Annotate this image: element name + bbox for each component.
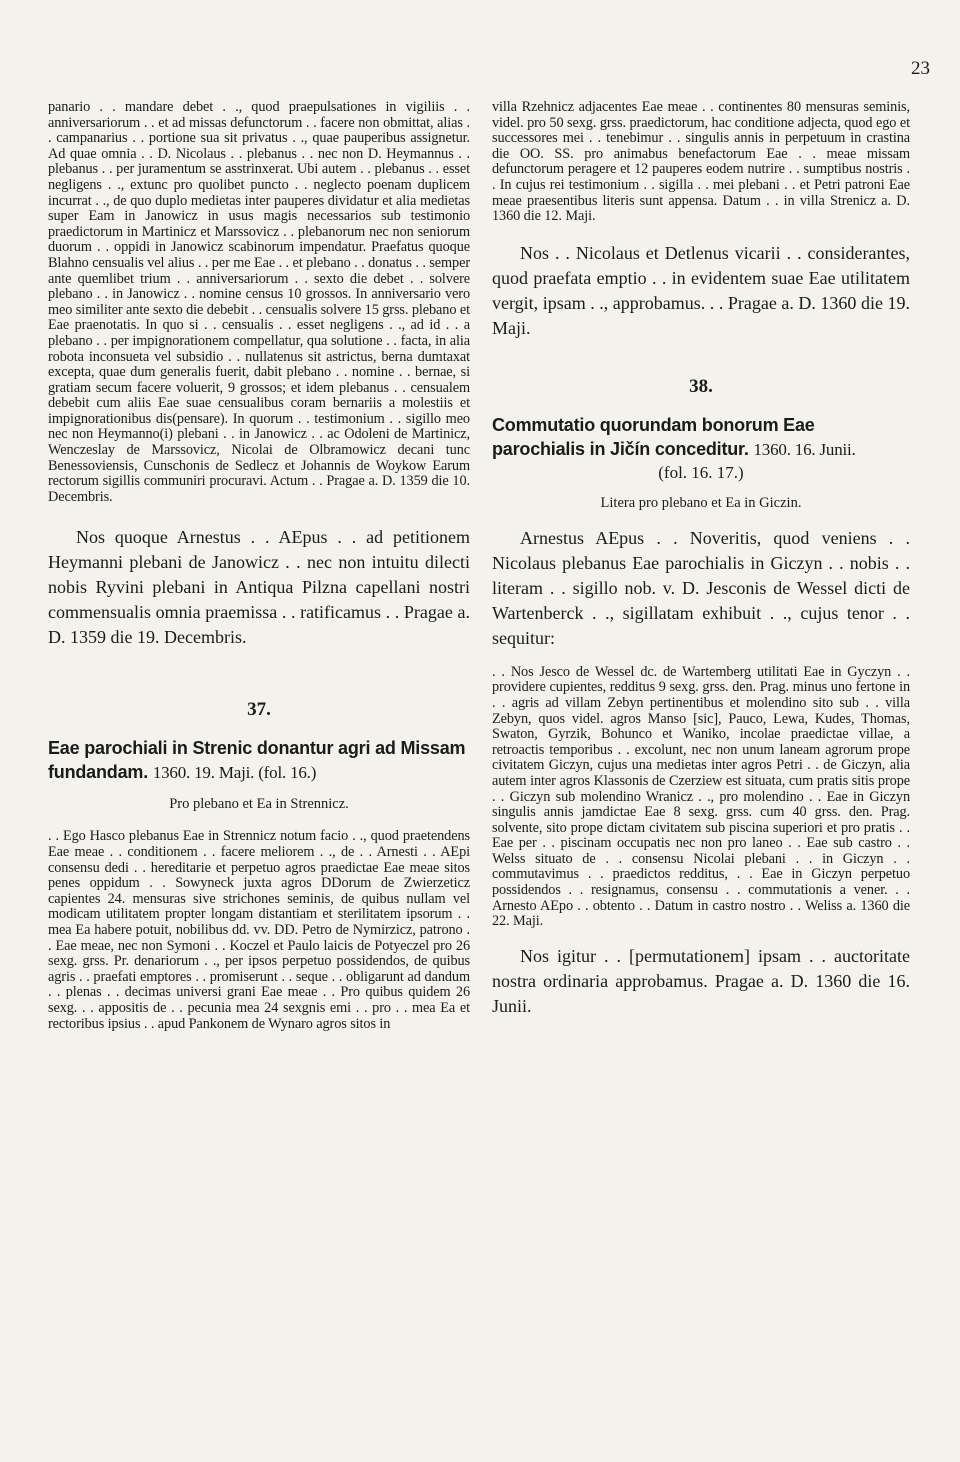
document-body-37: . . Ego Hasco plebanus Eae in Strennicz notum facio . ., quod praetendens Eae meae . . conditionem . . facere meliorem . ., de . . Arnesti . . AEpi consensu dedi . . hereditarie et perpetuo agros praedictae Eae meae sitos penes oppidum . . Sowyneck juxta agros DDorum de Zwierzeticz capientes 24. mensuras sive strichones seminis, de quibus nullam vel modicam utilitatem propter longam distantiam et sterilitatem ipsorum . . mea Ea habere potuit, nobilibus dd. vv. DD. Petro de Nymirzicz, patrono . . Eae meae, nec non Symoni . . Koczel et Paulo laicis de Potyeczel pro 26 sexg. grss. Pr. denariorum . ., per ipsos perpetuo possidendos, de quibus agris . . praefati emptores . . promiserunt . . seque . . obligarunt ad dandum . . plenas . . decimas universi grani Eae meae . . Pro quibus quidem 26 sexg. . . appositis de . . pecunia mea 24 sexgnis emi . . pro . . mea Ea et rectoribus ipsius . . apud Pankonem de Wynaro agros sitos in: [48, 828, 470, 1032]
left-text-continuation: panario . . mandare debet . ., quod praepulsationes in vigiliis . . anniversariorum . . et ad missas defunctorum . . facere non obmittat, alias . . campanarius . . portione sua sit privatus . ., quae pauperibus assignetur. Ad quae omnia . . D. Nicolaus . . plebanus . . nec non D. Heymannus . . plebanus . . per juramentum se asstrinxerat. Ubi autem . . plebanus . . esset negligens . ., extunc pro quolibet puncto . . neglecto poenam duplicem incurrat . ., de quo duplo medietas inter pauperes dividatur et alia medietas super Eam in Janowicz in usus magis necessarios sub testimonio praedictorum in Martinicz et Marssovicz . . plebanorum nec non seniorum duorum . . oppidi in Janowicz scabinorum impendatur. Praefatus quoque Blahno censualis vel alius . . per me Eae . . et plebano . . donatus . . semper ante quemlibet trium . . anniversariorum . . sexto die debet . . solvere plebano . . in Janowicz . . nomine census 10 grossos. In anniversario vero meo similiter ante sexto die debebit . . censualis solvere 15 grss. plebano et Eae praenotatis. In quo si . . censualis . . esset negligens . ., ad id . . a plebano . . per impignorationem compellatur, qua solutione . . facta, in alia robota inconsueta vel subsidio . . nullatenus sit astrictus, berna dumtaxat excepta, quae dum generalis fuerit, dabit plebano . . nomine . . bernae, si gratiam secum facere voluerit, 9 grossos; et idem plebanus . . censualem debebit cum aliis Eae suae censualibus coram bernariis a molestiis et impignorationibus dis(pensare). In quorum . . testimonium . . sigillo meo nec non Heymanno(i) plebani . . in Janowicz . . ac Odoleni de Martinicz, Wenczeslay de Marssovicz, Nicolai de Olbramowicz decani tunc Benessoviensis, Cunschonis de Sedlecz et Johannis de Woykow Earum rectorum sigillis communiri procuravi. Actum . . Pragae a. D. 1359 die 10. Decembris.: [48, 99, 470, 505]
document-heading-37: [48, 736, 470, 785]
right-text-continuation: villa Rzehnicz adjacentes Eae meae . . continentes 80 mensuras seminis, videl. pro 50 sexg. grss. praedictorum, hac conditione adjecta, quod ego et successores mei . . tenebimur . . singulis annis in perpetuum in crastina die OO. SS. pro animabus benefactorum Eae . . meae missam defunctorum peragere et 12 pauperes eodem nutrire . . sumptibus nostris . . In cujus rei testimonium . . sigilla . . mei plebani . . et Petri patroni Eae meae praesentibus literis sunt appensa. Datum . . in villa Strenicz a. D. 1360 die 12. Maji.: [492, 99, 910, 225]
right-approval-paragraph: Nos . . Nicolaus et Detlenus vicarii . . considerantes, quod praefata emptio . . in evidentem suae Eae utilitatem vergit, ipsam . ., approbamus. . . Pragae a. D. 1360 die 19. Maji.: [492, 242, 910, 338]
document-intro-38: Arnestus AEpus . . Noveritis, quod veniens . . Nicolaus plebanus Eae parochialis in Giczyn . . nobis . . literam . . sigillo nob. v. D. Jesconis de Wessel dicti de Wartenberck . ., sigillatam exhibuit . ., cujus tenor . . sequitur:: [492, 527, 910, 648]
page-number: 23: [911, 58, 930, 79]
document-number-37: 37.: [247, 699, 271, 721]
heading-text: Commutatio quorundam bonorum Eae parochialis in Jičín conceditur.: [492, 414, 815, 459]
heading-date: 1360. 19. Maji. (fol. 16.): [152, 763, 317, 783]
heading-date: 1360. 16. Junii.: [753, 439, 856, 459]
document-heading-38: [492, 413, 910, 462]
document-subheading-37: Pro plebano et Ea in Strennicz.: [169, 796, 349, 813]
right-column: [492, 100, 910, 1019]
folio-reference-38: (fol. 16. 17.): [658, 462, 744, 482]
left-ratification-paragraph: Nos quoque Arnestus . . AEpus . . ad petitionem Heymanni plebani de Janowicz . . nec non intuitu dilecti nobis Ryvini plebani in Antiqua Pilzna capellani nostri commensualis omnia praemissa . . ratificamus . . Pragae a. D. 1359 die 19. Decembris.: [48, 527, 470, 648]
document-number-38: 38.: [689, 375, 713, 397]
document-subheading-38: Litera pro plebano et Ea in Giczin.: [600, 494, 802, 511]
document-body-38: . . Nos Jesco de Wessel dc. de Wartemberg utilitati Eae in Gyczyn . . providere cupientes, redditus 9 sexg. grss. den. Prag. minus uno fertone in . . agris ad villam Zebyn pertinentibus et molendino sito sub . . villa Zebyn, quos videl. agros Manso [sic], Pauco, Lewa, Kudes, Thomas, Swaton, Gyrzik, Bohunco et Waniko, incolae praedictae villae, a retroactis temporibus . . excolunt, nec non unum laneam agrorum prope civitatem Giczyn, cujus una medietas inter agros Petri . . de Giczyn, alia autem inter agros Klassonis de Czerziew est situata, cum pratis sitis prope . . Giczyn sub molendino Wranicz . ., pro molendino . . Eae in Giczyn singulis annis jamdictae Eae 8 sexg. grss. cum 40 grss. den. Prag. solvente, sito prope dictam civitatem sub piscina superiori et pro pratis . . Eae per . . piscinam occupatis nec non pro laneo . . Eae sub castro . . Welss situato de . . consensu Nicolai plebani . . in Giczyn . . commutavimus . . praedictos redditus, . . Eae in Giczyn perpetuo possidendos . . resignamus, consensu . . commutationis a vener. . . Arnesto AEpo . . obtento . . Datum in castro nostro . . Weliss a. 1360 die 22. Maji.: [492, 663, 910, 930]
document-approval-38: Nos igitur . . [permutationem] ipsam . . auctoritate nostra ordinaria approbamus. Pragae a. D. 1360 die 16. Junii.: [492, 945, 910, 1016]
left-column: [48, 100, 470, 1032]
heading-text: Eae parochiali in Strenic donantur agri ad Missam fundandam.: [48, 738, 466, 783]
